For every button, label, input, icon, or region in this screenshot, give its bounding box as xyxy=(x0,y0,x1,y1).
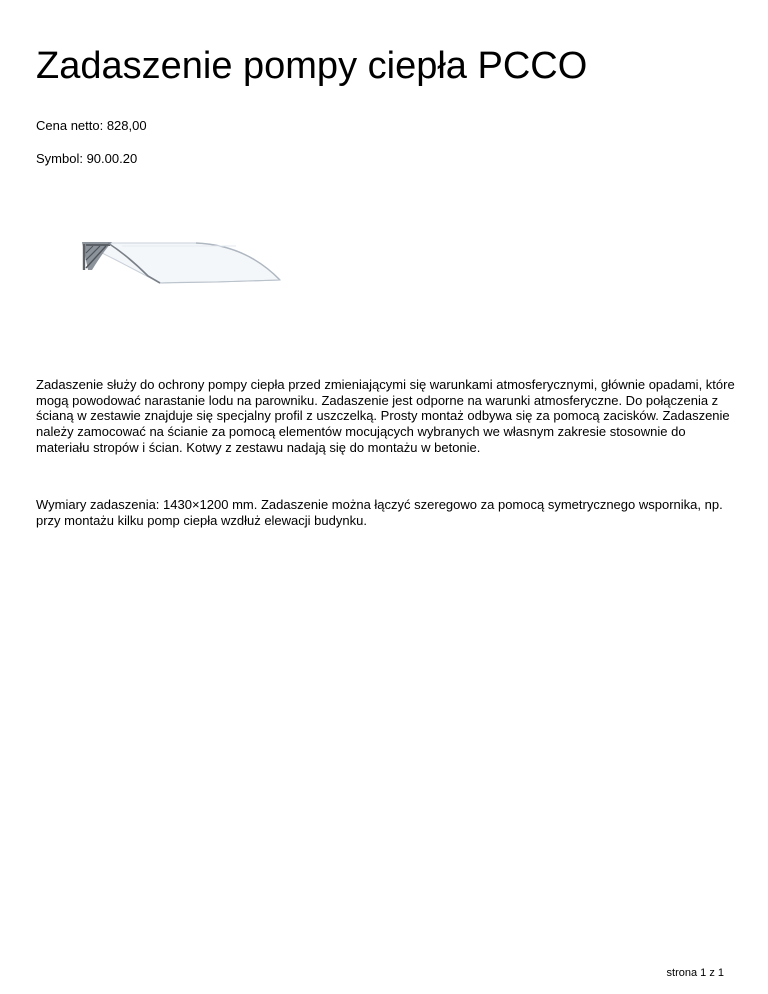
net-price: Cena netto: 828,00 xyxy=(36,118,147,133)
page-title: Zadaszenie pompy ciepła PCCO xyxy=(36,45,588,87)
product-image xyxy=(76,236,282,288)
canopy-panel xyxy=(82,243,280,283)
description-paragraph-2: Wymiary zadaszenia: 1430×1200 mm. Zadaszenie można łączyć szeregowo za pomocą symetrycznego wspornika, np. przy montażu kilku pomp ciepła wzdłuż elewacji budynku. xyxy=(36,497,723,528)
page-number: strona 1 z 1 xyxy=(666,967,724,979)
description-paragraph-1: Zadaszenie służy do ochrony pompy ciepła przed zmieniającymi się warunkami atmosferycznymi, głównie opadami, które mogą powodować narastanie lodu na parowniku. Zadaszenie jest odporne na warunki atmosferyczne. Do połączenia z ścianą w zestawie znajduje się specjalny profil z uszczelką. Prosty montaż odbywa się za pomocą zacisków. Zadaszenie należy zamocować na ścianie za pomocą elementów mocujących wybranych we własnym zakresie stosownie do materiału stropów i ścian. Kotwy z zestawu nadają się do montażu w betonie. xyxy=(36,377,735,455)
product-symbol: Symbol: 90.00.20 xyxy=(36,151,138,166)
